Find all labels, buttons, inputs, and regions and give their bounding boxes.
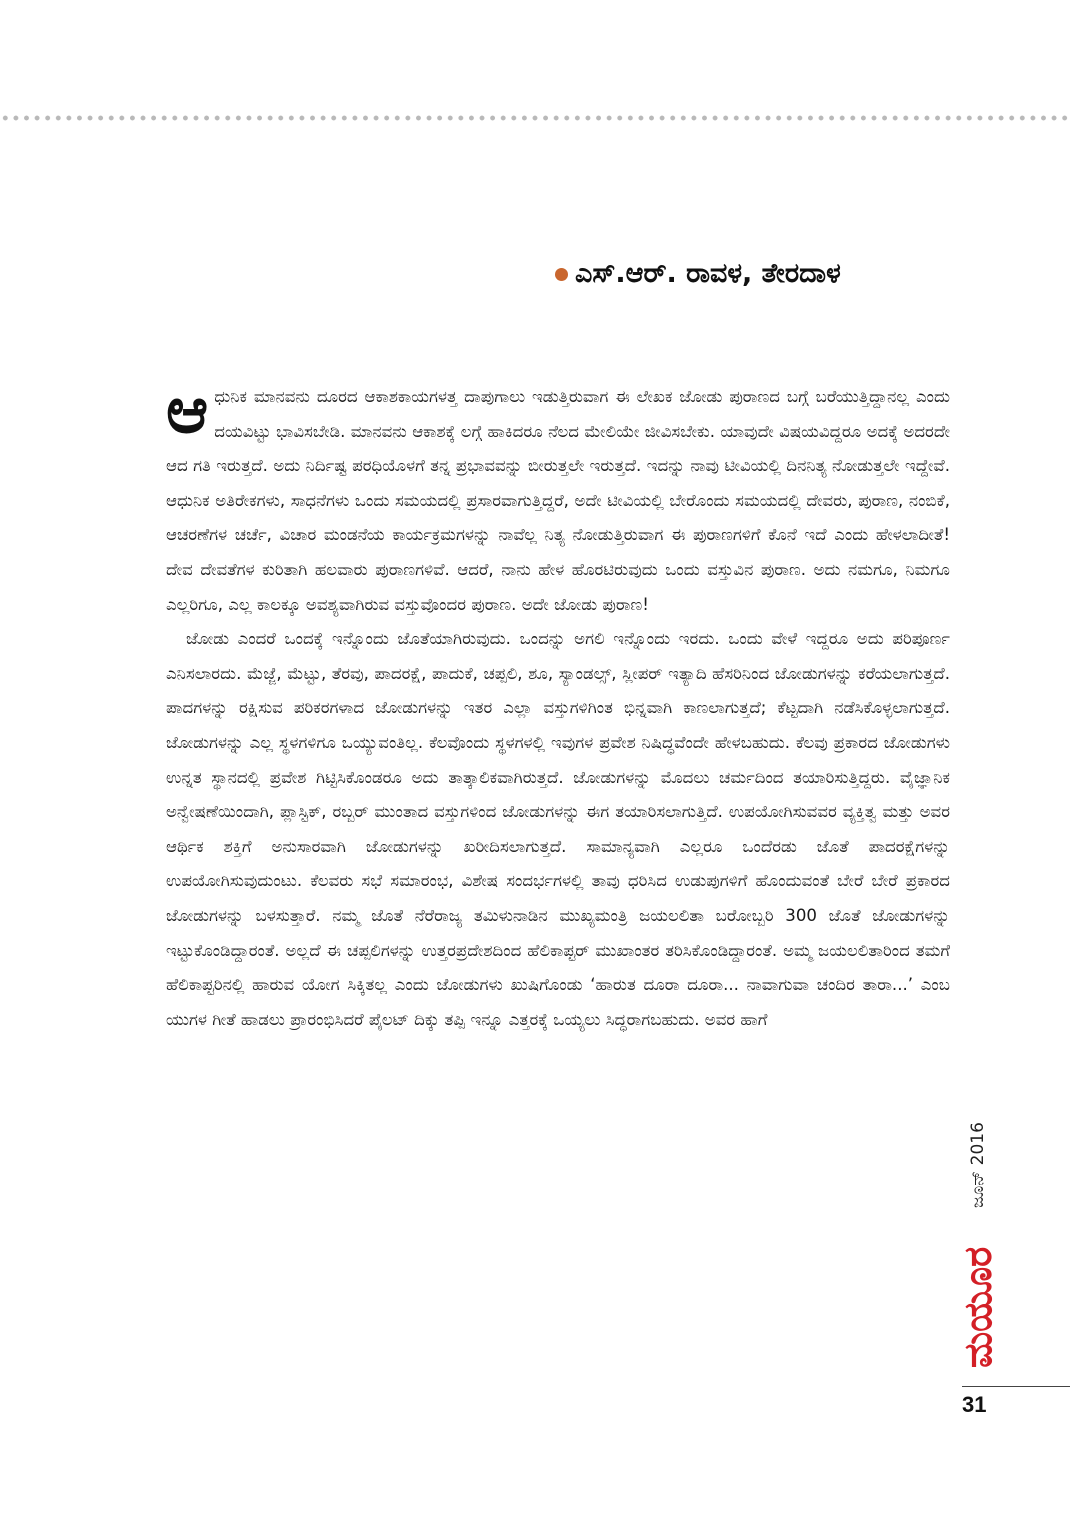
article-body [166, 374, 951, 1037]
bullet-icon [555, 268, 568, 281]
magazine-logo: ಮಯೂರ [956, 1246, 1000, 1368]
page-number-rule [962, 1386, 1070, 1387]
author-byline [555, 254, 975, 294]
page-number: 31 [962, 1392, 987, 1417]
drop-cap: ಆ [166, 374, 209, 448]
author-name: ಎಸ್.ಆರ್. ರಾವಳ, ತೇರದಾಳ [575, 258, 841, 289]
paragraph-1 [166, 374, 951, 622]
dotted-rule [0, 114, 1072, 122]
paragraph-2: ಜೋಡು ಎಂದರೆ ಒಂದಕ್ಕೆ ಇನ್ನೊಂದು ಜೊತೆಯಾಗಿರುವುದು. ಒಂದನ್ನು ಅಗಲಿ ಇನ್ನೊಂದು ಇರದು. ಒಂದು ವೇಳೆ ಇದ್ದರೂ ಅದು ಪರಿಪೂರ್ಣ ಎನಿಸಲಾರದು. ಮೆಜ್ಜೆ, ಮೆಟ್ಟು, ತೆರವು, ಪಾದರಕ್ಷೆ, ಪಾದುಕೆ, ಚಪ್ಪಲಿ, ಶೂ, ಸ್ಯಾಂಡಲ್ಸ್, ಸ್ಲೀಪರ್ ಇತ್ಯಾದಿ ಹೆಸರಿನಿಂದ ಜೋಡುಗಳನ್ನು ಕರೆಯಲಾಗುತ್ತದೆ. ಪಾದಗಳನ್ನು ರಕ್ಷಿಸುವ ಪರಿಕರಗಳಾದ ಜೋಡುಗಳನ್ನು ಇತರ ಎಲ್ಲಾ ವಸ್ತುಗಳಿಗಿಂತ ಭಿನ್ನವಾಗಿ ಕಾಣಲಾಗುತ್ತದೆ; ಕೆಟ್ಟದಾಗಿ ನಡೆಸಿಕೊಳ್ಳಲಾಗುತ್ತದೆ. ಜೋಡುಗಳನ್ನು ಎಲ್ಲ ಸ್ಥಳಗಳಿಗೂ ಒಯ್ಯುವಂತಿಲ್ಲ. ಕೆಲವೊಂದು ಸ್ಥಳಗಳಲ್ಲಿ ಇವುಗಳ ಪ್ರವೇಶ ನಿಷಿದ್ಧವೆಂದೇ ಹೇಳಬಹುದು. ಕೆಲವು ಪ್ರಕಾರದ ಜೋಡುಗಳು ಉನ್ನತ ಸ್ಥಾನದಲ್ಲಿ ಪ್ರವೇಶ ಗಿಟ್ಟಿಸಿಕೊಂಡರೂ ಅದು ತಾತ್ಕಾಲಿಕವಾಗಿರುತ್ತದೆ. ಜೋಡುಗಳನ್ನು ಮೊದಲು ಚರ್ಮದಿಂದ ತಯಾರಿಸುತ್ತಿದ್ದರು. ವೈಜ್ಞಾನಿಕ ಅನ್ವೇಷಣೆಯಿಂದಾಗಿ, ಪ್ಲಾಸ್ಟಿಕ್, ರಬ್ಬರ್ ಮುಂತಾದ ವಸ್ತುಗಳಿಂದ ಜೋಡುಗಳನ್ನು ಈಗ ತಯಾರಿಸಲಾಗುತ್ತಿದೆ. ಉಪಯೋಗಿಸುವವರ ವ್ಯಕ್ತಿತ್ವ ಮತ್ತು ಅವರ ಆರ್ಥಿಕ ಶಕ್ತಿಗೆ ಅನುಸಾರವಾಗಿ ಜೋಡುಗಳನ್ನು ಖರೀದಿಸಲಾಗುತ್ತದೆ. ಸಾಮಾನ್ಯವಾಗಿ ಎಲ್ಲರೂ ಒಂದೆರಡು ಜೊತೆ ಪಾದರಕ್ಷೆಗಳನ್ನು ಉಪಯೋಗಿಸುವುದುಂಟು. ಕೆಲವರು ಸಭೆ ಸಮಾರಂಭ, ವಿಶೇಷ ಸಂದರ್ಭಗಳಲ್ಲಿ ತಾವು ಧರಿಸಿದ ಉಡುಪುಗಳಿಗೆ ಹೊಂದುವಂತೆ ಬೇರೆ ಬೇರೆ ಪ್ರಕಾರದ ಜೋಡುಗಳನ್ನು ಬಳಸುತ್ತಾರೆ. ನಮ್ಮ ಜೊತೆ ನೆರೆರಾಜ್ಯ ತಮಿಳುನಾಡಿನ ಮುಖ್ಯಮಂತ್ರಿ ಜಯಲಲಿತಾ ಬರೋಬ್ಬರಿ 300 ಜೊತೆ ಜೋಡುಗಳನ್ನು ಇಟ್ಟುಕೊಂಡಿದ್ದಾರಂತೆ. ಅಲ್ಲದೆ ಈ ಚಪ್ಪಲಿಗಳನ್ನು ಉತ್ತರಪ್ರದೇಶದಿಂದ ಹೆಲಿಕಾಪ್ಟರ್ ಮುಖಾಂತರ ತರಿಸಿಕೊಂಡಿದ್ದಾರಂತೆ. ಅಮ್ಮ ಜಯಲಲಿತಾರಿಂದ ತಮಗೆ ಹೆಲಿಕಾಪ್ಟರಿನಲ್ಲಿ ಹಾರುವ ಯೋಗ ಸಿಕ್ಕಿತಲ್ಲ ಎಂದು ಜೋಡುಗಳು ಖುಷಿಗೊಂಡು ‘ಹಾರುತ ದೂರಾ ದೂರಾ... ನಾವಾಗುವಾ ಚಂದಿರ ತಾರಾ...’ ಎಂಬ ಯುಗಳ ಗೀತೆ ಹಾಡಲು ಪ್ರಾರಂಭಿಸಿದರೆ ಪೈಲಟ್ ದಿಕ್ಕು ತಪ್ಪಿ ಇನ್ನೂ ಎತ್ತರಕ್ಕೆ ಒಯ್ಯಲು ಸಿದ್ಧರಾಗಬಹುದು. ಅವರ ಹಾಗೆ [166, 629, 950, 1029]
issue-date: ಜೂನ್ 2016 [968, 1122, 988, 1208]
paragraph-1-text: ಧುನಿಕ ಮಾನವನು ದೂರದ ಆಕಾಶಕಾಯಗಳತ್ತ ದಾಪುಗಾಲು ಇಡುತ್ತಿರುವಾಗ ಈ ಲೇಖಕ ಜೋಡು ಪುರಾಣದ ಬಗ್ಗೆ ಬರೆಯುತ್ತಿದ್ದಾನಲ್ಲ ಎಂದು ದಯವಿಟ್ಟು ಭಾವಿಸಬೇಡಿ. ಮಾನವನು ಆಕಾಶಕ್ಕೆ ಲಗ್ಗೆ ಹಾಕಿದರೂ ನೆಲದ ಮೇಲಿಯೇ ಜೀವಿಸಬೇಕು. ಯಾವುದೇ ವಿಷಯವಿದ್ದರೂ ಅದಕ್ಕೆ ಅದರದೇ ಆದ ಗತಿ ಇರುತ್ತದೆ. ಅದು ನಿರ್ದಿಷ್ಟ ಪರಧಿಯೊಳಗೆ ತನ್ನ ಪ್ರಭಾವವನ್ನು ಬೀರುತ್ತಲೇ ಇರುತ್ತದೆ. ಇದನ್ನು ನಾವು ಟೀವಿಯಲ್ಲಿ ದಿನನಿತ್ಯ ನೋಡುತ್ತಲೇ ಇದ್ದೇವೆ. ಆಧುನಿಕ ಅತಿರೇಕಗಳು, ಸಾಧನೆಗಳು ಒಂದು ಸಮಯದಲ್ಲಿ ಪ್ರಸಾರವಾಗುತ್ತಿದ್ದರೆ, ಅದೇ ಟೀವಿಯಲ್ಲಿ ಬೇರೊಂದು ಸಮಯದಲ್ಲಿ ದೇವರು, ಪುರಾಣ, ನಂಬಿಕೆ, ಆಚರಣೆಗಳ ಚರ್ಚೆ, ವಿಚಾರ ಮಂಡನೆಯ ಕಾರ್ಯಕ್ರಮಗಳನ್ನು ನಾವೆಲ್ಲ ನಿತ್ಯ ನೋಡುತ್ತಿರುವಾಗ ಈ ಪುರಾಣಗಳಿಗೆ ಕೊನೆ ಇದೆ ಎಂದು ಹೇಳಲಾದೀತೆ! ದೇವ ದೇವತೆಗಳ ಕುರಿತಾಗಿ ಹಲವಾರು ಪುರಾಣಗಳಿವೆ. ಆದರೆ, ನಾನು ಹೇಳ ಹೊರಟಿರುವುದು ಒಂದು ವಸ್ತುವಿನ ಪುರಾಣ. ಅದು ನಮಗೂ, ನಿಮಗೂ ಎಲ್ಲರಿಗೂ, ಎಲ್ಲ ಕಾಲಕ್ಕೂ ಅವಶ್ಯವಾಗಿರುವ ವಸ್ತುವೊಂದರ ಪುರಾಣ. ಅದೇ ಜೋಡು ಪುರಾಣ! [166, 387, 951, 614]
